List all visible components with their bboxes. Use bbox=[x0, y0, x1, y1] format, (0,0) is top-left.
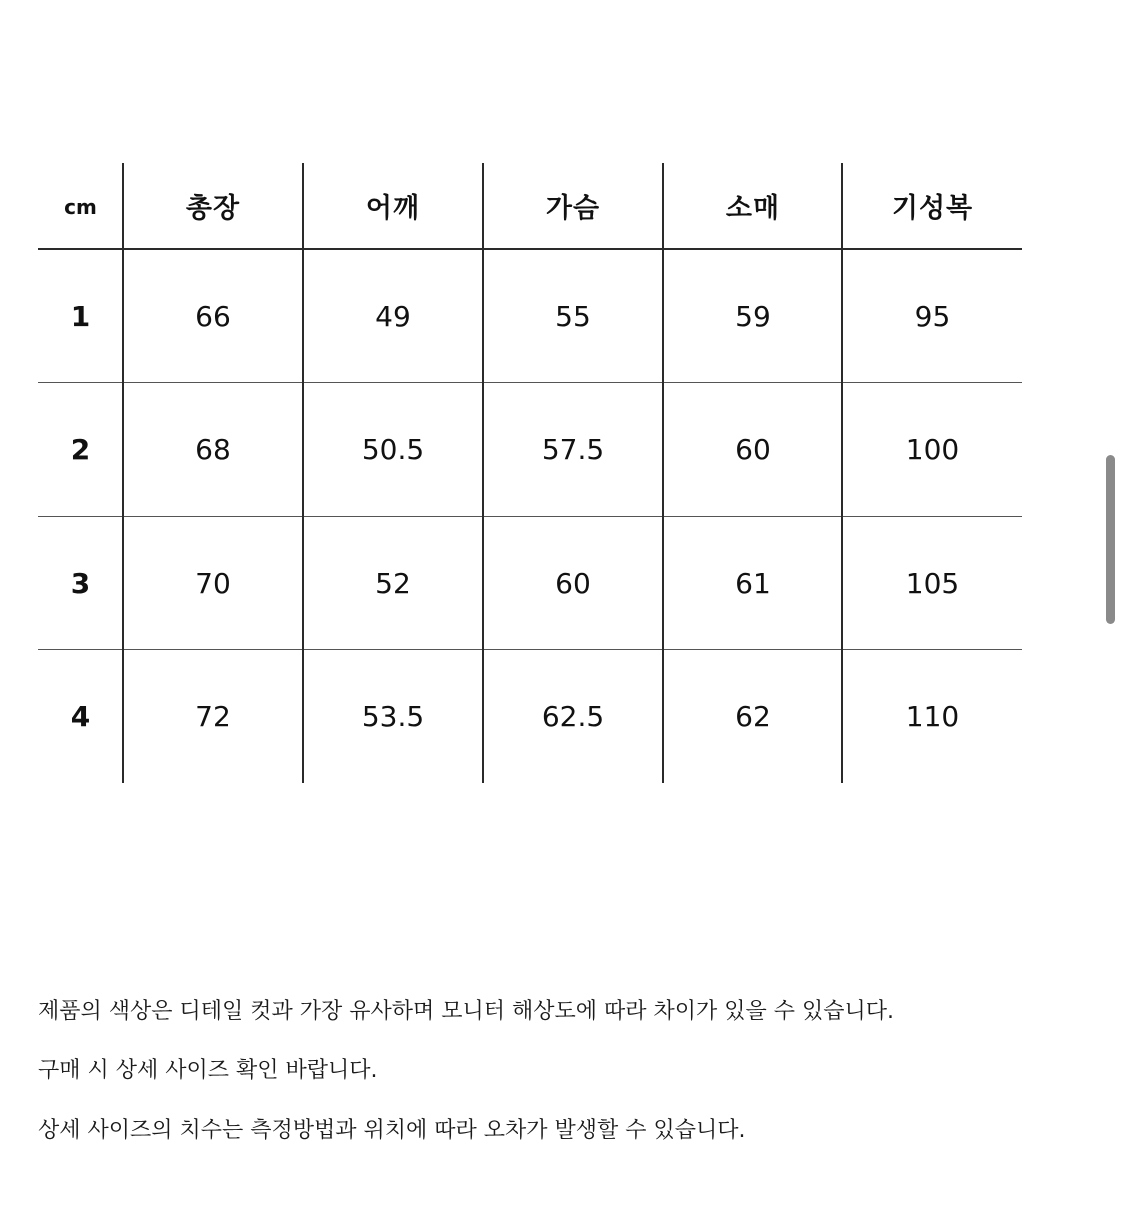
column-header-chest: 가슴 bbox=[545, 193, 601, 224]
row-label: 2 bbox=[70, 433, 91, 466]
table-cell: 66 bbox=[195, 299, 231, 333]
column-divider bbox=[302, 163, 304, 783]
note-measurement-error: 상세 사이즈의 치수는 측정방법과 위치에 따라 오차가 발생할 수 있습니다. bbox=[38, 1118, 746, 1143]
note-color-disclaimer: 제품의 색상은 디테일 컷과 가장 유사하며 모니터 해상도에 따라 차이가 있을 수 있습니다. bbox=[38, 999, 894, 1024]
table-row bbox=[38, 517, 1022, 649]
row-divider bbox=[38, 382, 1022, 383]
row-label: 3 bbox=[70, 566, 91, 600]
table-cell: 105 bbox=[905, 566, 960, 600]
table-cell: 62.5 bbox=[541, 700, 605, 733]
table-cell: 61 bbox=[735, 566, 771, 600]
row-divider bbox=[38, 516, 1022, 517]
table-cell: 60 bbox=[735, 433, 771, 466]
column-divider bbox=[841, 163, 843, 783]
table-cell: 110 bbox=[905, 700, 960, 733]
table-cell: 68 bbox=[195, 433, 231, 466]
table-cell: 60 bbox=[555, 566, 591, 600]
table-cell: 72 bbox=[195, 700, 231, 733]
table-row bbox=[38, 650, 1022, 783]
unit-label: cm bbox=[64, 194, 97, 219]
row-label: 4 bbox=[70, 700, 91, 733]
table-cell: 50.5 bbox=[361, 433, 425, 466]
row-label: 1 bbox=[70, 299, 91, 333]
column-divider bbox=[482, 163, 484, 783]
table-cell: 52 bbox=[375, 566, 411, 600]
header-divider bbox=[38, 248, 1022, 250]
row-divider bbox=[38, 649, 1022, 650]
column-divider bbox=[662, 163, 664, 783]
column-header-sleeve: 소매 bbox=[725, 193, 781, 224]
note-check-size: 구매 시 상세 사이즈 확인 바랍니다. bbox=[38, 1058, 378, 1083]
table-cell: 49 bbox=[375, 299, 411, 333]
size-chart-table bbox=[38, 163, 1022, 783]
table-row bbox=[38, 383, 1022, 516]
table-cell: 95 bbox=[914, 299, 951, 333]
table-cell: 53.5 bbox=[361, 700, 425, 733]
column-header-ready-made: 기성복 bbox=[891, 193, 974, 224]
scrollbar[interactable] bbox=[1106, 455, 1115, 624]
table-cell: 70 bbox=[195, 566, 231, 600]
column-divider bbox=[122, 163, 124, 783]
column-header-shoulder: 어깨 bbox=[365, 193, 421, 224]
table-cell: 59 bbox=[735, 299, 771, 333]
table-cell: 62 bbox=[735, 700, 771, 733]
table-row bbox=[38, 250, 1022, 382]
table-cell: 57.5 bbox=[541, 433, 605, 466]
column-header-total-length: 총장 bbox=[185, 193, 241, 224]
table-cell: 55 bbox=[555, 299, 591, 333]
table-header-row bbox=[38, 163, 1022, 248]
table-cell: 100 bbox=[905, 433, 960, 466]
